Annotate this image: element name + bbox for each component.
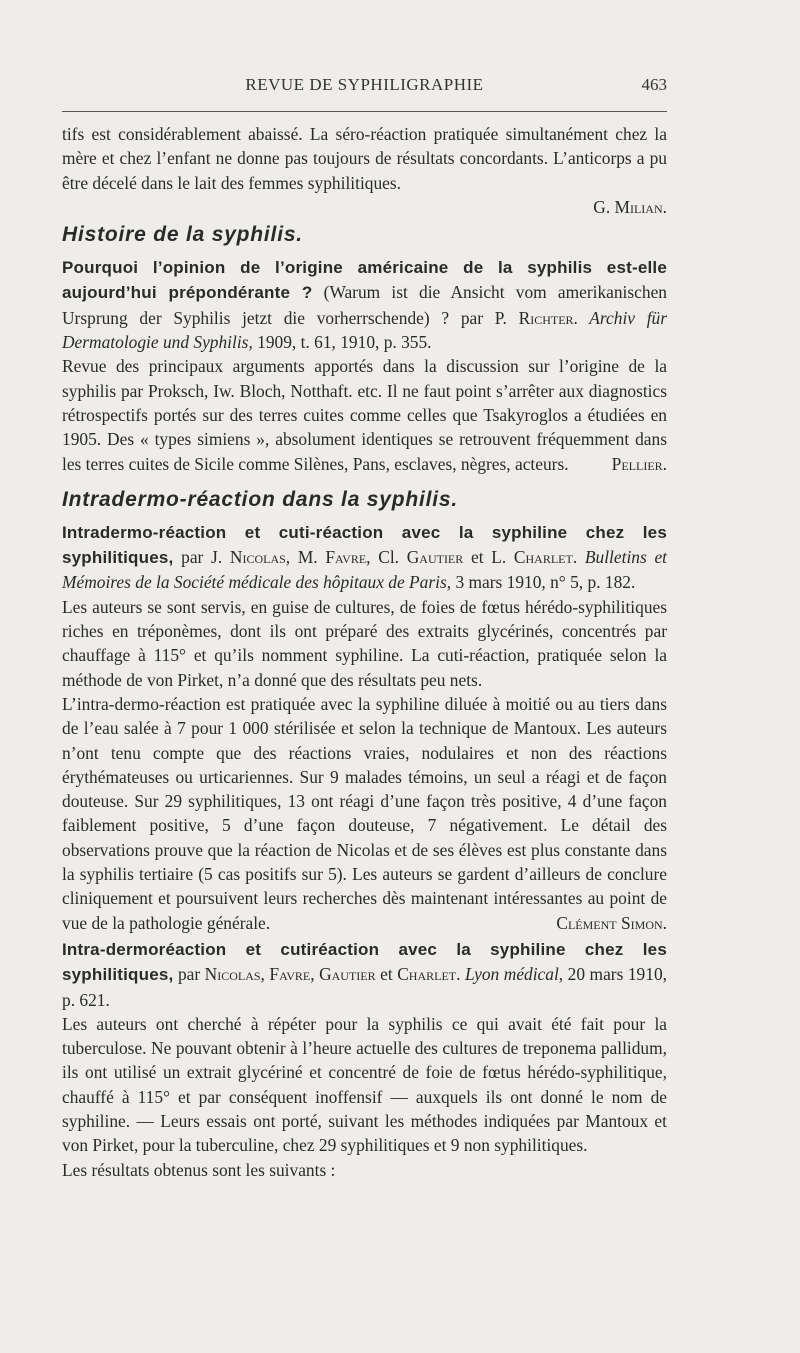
- signature-pellier: Pellier.: [611, 453, 667, 474]
- author-gautier: Gautier: [319, 964, 376, 985]
- author-favre: Favre,: [269, 964, 315, 985]
- page-header: [62, 75, 667, 99]
- intro-signature: [62, 195, 667, 219]
- article-nicolas1-reference: [62, 520, 667, 595]
- author-charlet: Charlet.: [513, 547, 578, 568]
- article-nicolas1-title: Intradermo-réaction et cuti-réaction avec la syphiline chez les syphilitiques,: [62, 522, 667, 568]
- ref-sep: et: [375, 964, 398, 985]
- signature-simon: Clément Simon.: [556, 912, 667, 933]
- article-nicolas2-title: Intra-dermoréaction et cutiréaction avec la syphiline chez les syphilitiques,: [62, 939, 667, 985]
- section-heading-histoire: Histoire de la syphilis.: [62, 223, 303, 247]
- article-richter-reference: [62, 255, 667, 354]
- ref-sep: Cl.: [370, 547, 407, 568]
- ref-sep: par J.: [173, 547, 230, 568]
- article-nicolas2-paragraph-1: Les auteurs ont cherché à répéter pour la syphilis ce qui avait été fait pour la tuberculose. Ne pouvant obtenir à l’heure actuelle des cultures de treponema pallidum, ils ont utilisé un extrait glycériné et concentré de foie de fœtus hérédo-syphilitique, chauffé à 115° et par conséquent inoffensif — auxquels ils ont donné le nom de syphiline. — Leurs essais ont porté, suivant les méthodes indiquées par Mantoux et von Pirket, pour la tuberculine, chez 29 syphilitiques et 9 non syphilitiques.: [62, 1013, 667, 1156]
- article-richter-body: [62, 354, 667, 475]
- article-nicolas2-reference: [62, 937, 667, 1012]
- ref-sep: M.: [290, 547, 326, 568]
- article-nicolas1-text: L’intra-dermo-réaction est pratiquée avec la syphiline diluée à moitié ou au tiers dans de l’eau salée à 7 pour 1 000 stérilisée et selon la technique de Mantoux. Les auteurs n’ont tenu compte que des réactions vraies, nodulaires et non des réactions érythémateuses ou urticariennes. Sur 9 malades témoins, un seul a réagi et de façon douteuse. Sur 29 syphilitiques, 13 ont réagi d’une façon très positive, 4 d’une façon faiblement positive, 5 d’une façon douteuse, 7 négativement. Le détail des observations prouve que la réaction de Nicolas et de ses élèves est plus constante dans la syphilis tertiaire (5 cas positifs sur 5). Les auteurs se gardent d’ailleurs de conclure cliniquement et poursuivent leurs recherches dès maintenant intéressantes au point de vue de la pathologie générale.: [62, 693, 667, 933]
- author-nicolas: Nicolas,: [204, 964, 265, 985]
- article-richter-ref: (Warum ist die Ansicht vom amerikanischen Ursprung der Syphilis jetzt die vorherrschende) ? par P.: [62, 282, 667, 328]
- ref-sep: et L.: [463, 547, 514, 568]
- signature-milian: G. Milian.: [593, 196, 667, 217]
- article-nicolas1-paragraph-1: Les auteurs se sont servis, en guise de cultures, de foies de fœtus hérédo-syphilitiques riches en tréponèmes, dont ils ont préparé des extraits glycérinés, concentrés par chauffage à 115° et qu’ils nomment syphiline. La cuti-réaction, pratiquée selon la méthode de von Pirket, n’a donné que des résultats peu nets.: [62, 596, 667, 690]
- author-charlet: Charlet.: [397, 964, 461, 985]
- page-body: [62, 122, 667, 1182]
- author-favre: Favre,: [325, 547, 371, 568]
- author-nicolas: Nicolas,: [229, 547, 291, 568]
- author-gautier: Gautier: [406, 547, 464, 568]
- journal-bulletins: Bulletins et Mémoires de la Société médicale des hôpitaux de Paris,: [62, 547, 667, 593]
- article-richter-ref-tail: 1909, t. 61, 1910, p. 355.: [252, 332, 432, 353]
- journal-archiv: Archiv für Dermatologie und Syphilis,: [62, 307, 668, 353]
- article-richter-text: Revue des principaux arguments apportés dans la discussion sur l’origine de la syphilis par Proksch, Iw. Bloch, Notthaft. etc. Il ne faut point s’arrêter aux diagnostics rétrospectifs portés sur des terres cuites comme celles que Tsakyroglos a étudiées en 1905. Des « types simiens », absolument identiques se retrouvent fréquemment dans les terres cuites de Sicile comme Silènes, Pans, esclaves, nègres, acteurs.: [62, 356, 667, 474]
- running-title: REVUE DE SYPHILIGRAPHIE: [245, 75, 484, 94]
- author-richter: Richter.: [518, 307, 578, 328]
- ref-sep: par: [173, 964, 205, 985]
- article-richter-title: Pourquoi l’opinion de l’origine américaine de la syphilis est-elle aujourd’hui prépondérante ?: [62, 258, 667, 303]
- header-rule: [62, 111, 667, 112]
- article-nicolas2-ref-tail: 20 mars 1910, p. 621.: [62, 964, 667, 1010]
- section-heading-intradermo: Intradermo-réaction dans la syphilis.: [62, 487, 459, 511]
- article-nicolas2-paragraph-2: Les résultats obtenus sont les suivants :: [62, 1159, 336, 1180]
- page-number: 463: [641, 75, 667, 94]
- article-nicolas1-paragraph-2: [62, 692, 667, 935]
- journal-lyon-medical: Lyon médical,: [460, 964, 564, 985]
- article-nicolas1-ref-tail: 3 mars 1910, n° 5, p. 182.: [451, 572, 636, 593]
- intro-paragraph: tifs est considérablement abaissé. La séro-réaction pratiquée simultanément chez la mère et chez l’enfant ne donne pas toujours de résultats concordants. L’anticorps a pu être décelé dans le lait des femmes syphilitiques.: [62, 124, 667, 193]
